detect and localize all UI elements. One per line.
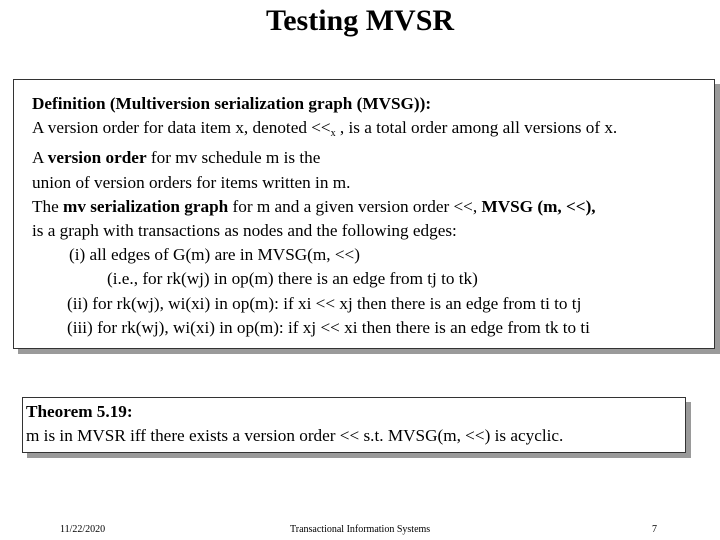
footer-page-number: 7 xyxy=(652,524,657,535)
edge-rule-i-continued: (i.e., for rk(wj) in op(m) there is an edge from tj to tk) xyxy=(107,269,478,289)
footer-date: 11/22/2020 xyxy=(60,524,106,535)
definition-line-mv-version-order: A version order for mv schedule m is the xyxy=(32,148,321,168)
theorem-box xyxy=(22,397,686,453)
definition-line-graph: is a graph with transactions as nodes and the following edges: xyxy=(32,221,457,241)
definition-line-version-order: A version order for data item x, denoted $<<_x$ , is a total order among all versions of x. xyxy=(32,118,618,140)
theorem-heading: Theorem 5.19: xyxy=(26,402,133,421)
edge-rule-iii: (iii) for rk(wj), wi(xi) in op(m): if xj << xi then there is an edge from tk to ti xyxy=(67,317,590,337)
slide-title: Testing MVSR xyxy=(265,4,455,37)
edge-rule-i: (i) all edges of G(m) are in MVSG(m, <<) xyxy=(69,245,360,265)
edge-rule-ii: (ii) for rk(wj), wi(xi) in op(m): if xi << xj then there is an edge from ti to tj xyxy=(67,293,582,313)
definition-line-mvsg: The mv serialization graph for m and a given version order <<, MVSG (m, <<), xyxy=(32,196,596,216)
definition-line-union: union of version orders for items written in m. xyxy=(32,172,351,192)
definition-box xyxy=(13,79,715,349)
theorem-body: m is in MVSR iff there exists a version order << s.t. MVSG(m, <<) is acyclic. xyxy=(26,426,564,446)
footer-course-title: Transactional Information Systems xyxy=(290,524,431,535)
definition-heading: Definition (Multiversion serialization graph (MVSG)): xyxy=(32,94,432,113)
